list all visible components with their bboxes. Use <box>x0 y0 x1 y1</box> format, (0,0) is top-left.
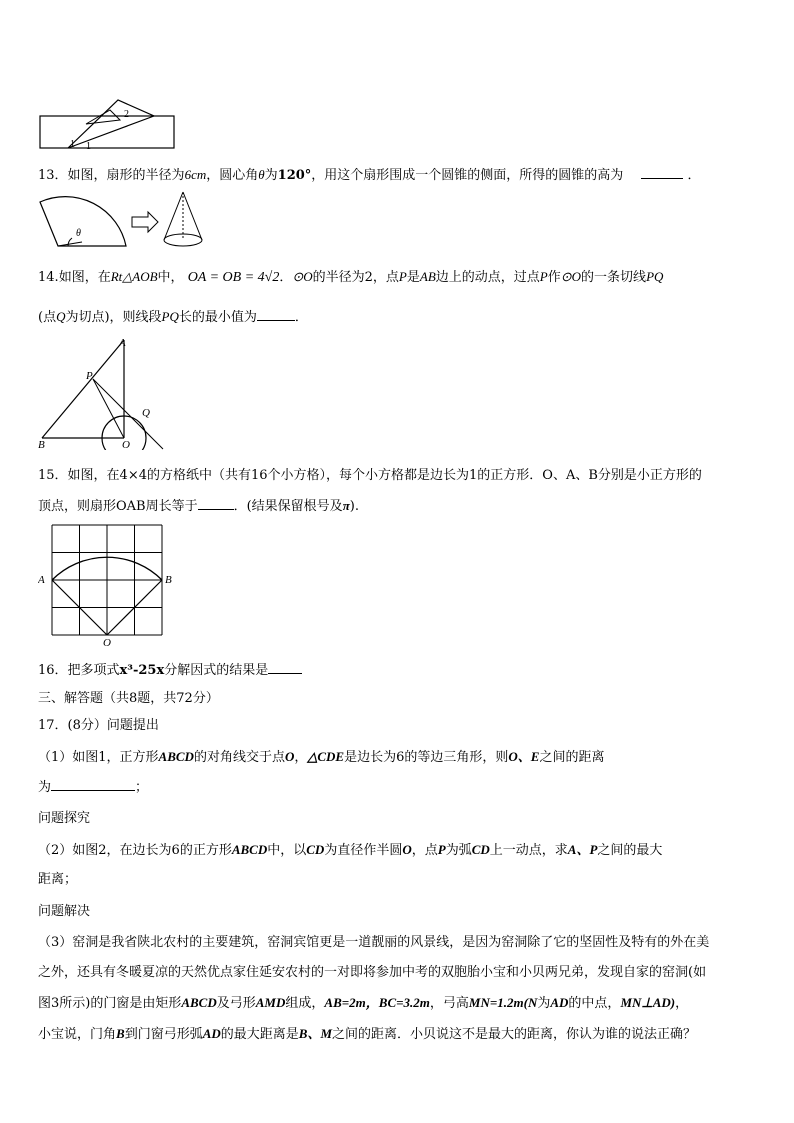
q14-circle-2: ⊙O <box>560 269 582 284</box>
q17-p3-l4-b: B <box>116 1026 125 1041</box>
label-q: Q <box>142 407 150 419</box>
q17-part3-line3 <box>38 994 688 1013</box>
q17-part1 <box>38 748 604 767</box>
q13-number: 13． <box>38 168 68 183</box>
q17-p3-text-7: ， <box>675 996 689 1011</box>
q17-p3-l4-text-2: 到门窗弓形弧 <box>124 1027 203 1042</box>
q13-angle: 120° <box>277 168 312 183</box>
q17-p1-oe: O、E <box>508 749 540 764</box>
q14-question-line2 <box>38 308 308 327</box>
q14-text-8: 的一条切线 <box>581 270 647 285</box>
q17-p2-o: O <box>402 842 412 857</box>
label-p: P <box>86 370 93 382</box>
q14-p: P <box>398 269 407 284</box>
q13-text-2: ，圆心角 <box>206 168 259 183</box>
q17-p3-perp: MN⊥AD) <box>620 995 676 1010</box>
q17-p2-cd: CD <box>306 842 325 857</box>
q14-line2-text-3: 长的最小值为 <box>178 310 257 325</box>
q17-p2-text-4: ，点 <box>411 843 438 858</box>
q17-p1-answer-blank[interactable] <box>51 778 135 791</box>
q15-answer-blank[interactable] <box>198 497 234 510</box>
q14-line2-text: (点 <box>38 310 57 325</box>
q17-part1-line2 <box>38 778 148 797</box>
sector-theta: θ <box>76 228 81 239</box>
q16-text: 16．把多项式 <box>38 663 120 678</box>
grid-lines <box>52 525 162 635</box>
q17-p1-text: （1）如图1，正方形 <box>38 750 159 765</box>
sector-shape <box>40 197 126 246</box>
q17-p1-abcd: ABCD <box>158 749 194 764</box>
q15-line2-text-3: ). <box>349 499 360 514</box>
label-o: O <box>122 439 130 450</box>
q14-pq: PQ <box>646 269 664 284</box>
q15-pi: π <box>342 498 350 513</box>
q17-p1-text-2: 的对角线交于点 <box>193 750 285 765</box>
q17-part2-line2: 距离； <box>38 872 78 887</box>
q17-part2 <box>38 841 662 860</box>
q17-p2-text-3: 为直径作半圆 <box>324 843 403 858</box>
q17-part3-line2: 之外，还具有冬暖夏凉的天然优点家住延安农村的一对即将参加中考的双胞胎小宝和小贝两兄弟，发现自家的窑洞(如 <box>38 965 707 980</box>
q16-answer-blank[interactable] <box>268 661 302 674</box>
q17-p1-text-5: 之间的距离 <box>539 750 605 765</box>
q14-number: 14. <box>38 270 59 285</box>
q17-p3-l4-text-3: 的最大距离是 <box>220 1027 299 1042</box>
q17-p2-text-7: 之间的最大 <box>597 843 663 858</box>
q14-triangle-figure <box>38 334 178 450</box>
q17-p3-text: 图3所示)的门窗是由矩形 <box>38 996 182 1011</box>
set-square-outer <box>68 100 154 148</box>
q17-p3-text-5: 为 <box>537 996 551 1011</box>
angle-label-1b: 1 <box>86 141 91 152</box>
q17-p3-text-4: ，弓高 <box>429 996 469 1011</box>
q17-p1-text-4: 是边长为6的等边三角形，则 <box>344 750 509 765</box>
q13-end: ． <box>687 168 701 183</box>
ruler-rect <box>40 116 174 148</box>
q17-p3-text-2: 及弓形 <box>216 996 256 1011</box>
q17-solve-heading: 问题解决 <box>38 904 91 919</box>
q17-p2-abcd: ABCD <box>231 842 268 857</box>
q14-p2: P <box>539 269 548 284</box>
q17-p1-line2: 为 <box>38 780 52 795</box>
q13-text: 如图，扇形的半径为 <box>67 168 185 183</box>
q17-p2-p: P <box>437 842 446 857</box>
label-b: B <box>165 574 172 586</box>
q17-p3-l4-ad: AD <box>202 1026 221 1041</box>
label-a: A <box>38 574 45 586</box>
q14-text-5: 是 <box>406 270 420 285</box>
q16-text-2: 分解因式的结果是 <box>164 663 269 678</box>
set-square-inner <box>86 110 120 124</box>
q17-p3-l4-text: 小宝说，门角 <box>38 1027 117 1042</box>
q17-p3-mn: MN=1.2m(N <box>468 995 538 1010</box>
q14-pq2: PQ <box>161 309 179 324</box>
q14-line2-text-2: 为切点)，则线段 <box>65 310 162 325</box>
label-b: B <box>38 439 45 450</box>
q13-theta: θ <box>258 167 265 182</box>
q14-text: 如图，在 <box>58 270 111 285</box>
q13-answer-blank[interactable] <box>641 166 683 179</box>
q14-question <box>38 268 663 287</box>
q16-question <box>38 661 302 680</box>
q17-p1-end: ； <box>135 780 149 795</box>
label-a: A <box>119 337 126 349</box>
q14-q: Q <box>56 309 66 324</box>
cone-shape <box>164 192 202 246</box>
angle-label-2: 2 <box>124 109 129 120</box>
arrow-icon <box>132 212 158 232</box>
q14-text-7: 作 <box>547 270 561 285</box>
q15-question <box>38 467 702 485</box>
q17-p2-ap: A、P <box>567 842 598 857</box>
q15-line2-text-2: ．(结果保留根号及 <box>233 499 343 514</box>
q17-p3-ad: AD <box>550 995 569 1010</box>
q17-p3-l4-text-4: 之间的距离．小贝说这不是最大的距离，你认为谁的说法正确？ <box>332 1027 697 1042</box>
q13-text-3: 为 <box>264 168 278 183</box>
q17-p3-l4-bm: B、M <box>298 1026 333 1041</box>
q13-text-4: ，用这个扇形围成一个圆锥的侧面，所得的圆锥的高为 <box>311 168 624 183</box>
q14-text-6: 边上的动点，过点 <box>435 270 540 285</box>
q17-p3-amd: AMD <box>255 995 286 1010</box>
q17-p2-text-5: 为弧 <box>445 843 472 858</box>
q17-part3-line4 <box>38 1025 696 1044</box>
q14-end: ． <box>294 310 308 325</box>
q17-p2-cd2: CD <box>471 842 490 857</box>
q14-equation: OA = OB = 4√2 <box>187 270 280 285</box>
q14-ab: AB <box>419 269 436 284</box>
q17-p2-text-2: 中，以 <box>267 843 307 858</box>
angle-label-1a: 1 <box>70 139 75 150</box>
q17-p1-text-3: ， <box>294 750 308 765</box>
section-title: 三、解答题（共8题，共72分） <box>38 691 219 706</box>
q17-p3-ab-bc: AB=2m，BC=3.2m <box>324 995 430 1010</box>
q17-p2-text: （2）如图2，在边长为6的正方形 <box>38 843 232 858</box>
q15-question-line2 <box>38 497 359 516</box>
q14-text-4: 的半径为2，点 <box>312 270 399 285</box>
label-o: O <box>103 637 111 648</box>
q16-polynomial: x³-25x <box>119 663 165 678</box>
q17-header: 17．(8分）问题提出 <box>38 718 159 733</box>
q17-explore-heading: 问题探究 <box>38 811 91 826</box>
q17-p3-text-3: 组成， <box>285 996 325 1011</box>
q15-grid-figure <box>38 522 178 648</box>
q17-p1-o: O <box>284 749 295 764</box>
q13-radius: 6cm <box>184 167 207 182</box>
q14-circle: ⊙O <box>292 269 313 284</box>
q14-triangle: Rt△AOB <box>110 269 158 284</box>
q13-question <box>38 166 700 185</box>
q17-part3-line1: （3）窑洞是我省陕北农村的主要建筑，窑洞宾馆更是一道靓丽的风景线，是因为窑洞除了它的坚固性及特有的外在美 <box>38 935 710 950</box>
q17-p3-abcd: ABCD <box>181 995 217 1010</box>
q14-text-3: ． <box>279 270 293 285</box>
q17-p1-cde: △CDE <box>307 749 345 764</box>
q15-line2-text: 顶点，则扇形OAB周长等于 <box>38 499 198 514</box>
q14-text-2: 中， <box>157 270 184 285</box>
q17-p3-text-6: 的中点， <box>568 996 621 1011</box>
q13-sector-cone-figure <box>38 190 208 250</box>
q12-ruler-figure <box>38 98 178 152</box>
q17-p2-text-6: 上一动点，求 <box>489 843 568 858</box>
q14-answer-blank[interactable] <box>257 308 295 321</box>
q15-text: 15．如图，在4×4的方格纸中（共有16个小方格），每个小方格都是边长为1的正方形．O、A、B分别是小正方形的 <box>38 468 702 483</box>
